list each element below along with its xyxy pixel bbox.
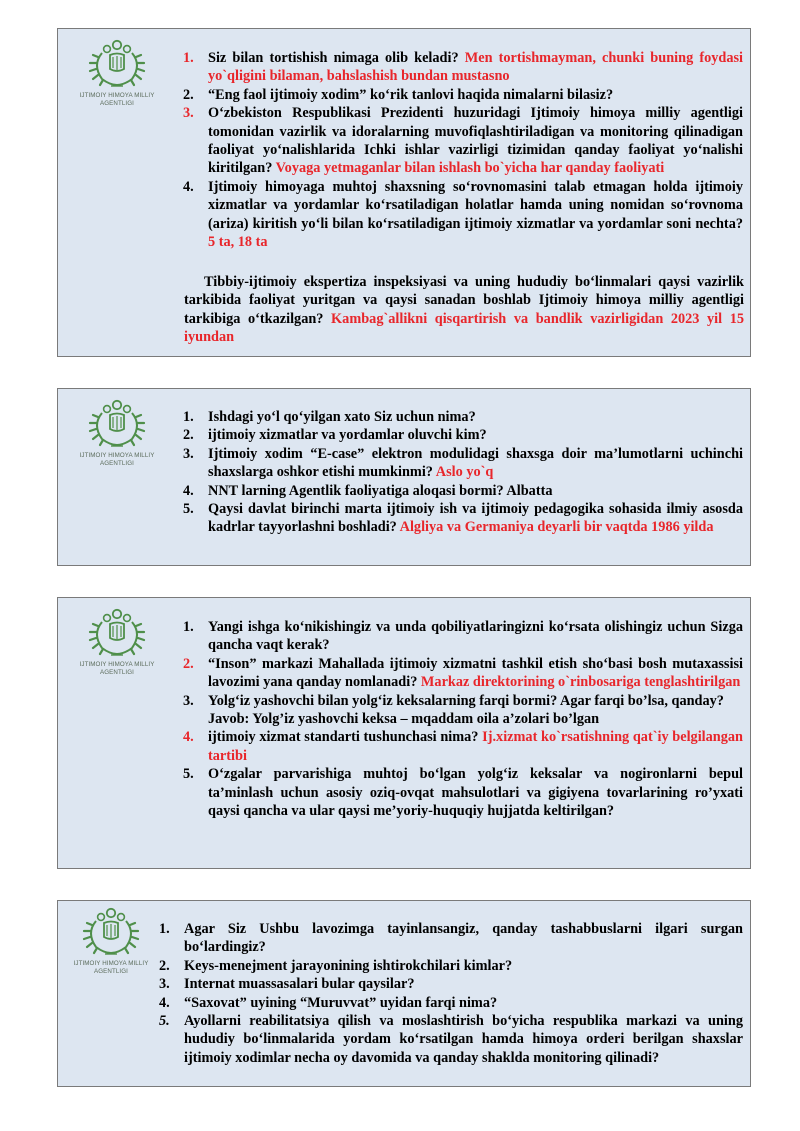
question-list: [183, 618, 743, 820]
question-item: 4. “Saxovat” uyining “Muruvvat” uyidan farqi nima?: [159, 994, 498, 1011]
question-item: 3. O‘zbekiston Respublikasi Prezidenti huzuridagi Ijtimoiy himoya milliy agentligi tomonidan vazirlik va idoralarning muvofiqlashtiriladigan va monitoring qilinadigan faoliyat yo‘nalishlarida Ichki ishlar vazirligi tizimidan qanday faoliyat yo‘nalishi kiritilgan? Voyaga yetmaganlar bilan ishlash bo`yicha har qanday faoliyati: [183, 105, 743, 177]
answer-text: Kambag`allikni qisqartirish va bandlik vazirligidan 2023 yil 15 iyundan: [184, 310, 745, 346]
answer-text: 5 ta, 18 ta: [208, 234, 268, 251]
question-card-1: [57, 28, 751, 357]
logo-text: IJTIMOIY HIMOYA MILLIY AGENTLIGI: [79, 661, 155, 676]
agency-emblem-icon: [74, 903, 148, 959]
agency-emblem-icon: [80, 395, 154, 451]
agency-logo: [66, 35, 168, 108]
question-item: 2. “Eng faol ijtimoiy xodim” ko‘rik tanlovi haqida nimalarni bilasiz?: [183, 86, 614, 103]
question-list: [183, 49, 743, 251]
question-item: 3. Ijtimoiy xodim “E-case” elektron modulidagi shaxsga doir ma’lumotlarni uchinchi shaxslarga oshkor etishi mumkinmi? Aslo yo`q: [183, 445, 743, 481]
agency-logo: [66, 395, 168, 468]
question-item: 2. Keys-menejment jarayonining ishtirokchilari kimlar?: [159, 957, 513, 974]
question-list: [183, 408, 743, 537]
question-item: 5. Qaysi davlat birinchi marta ijtimoiy ish va ijtimoiy pedagogika sohasida ilmiy asosda kadrlar tayyorlashni boshladi? Algliya va Germaniya deyarli bir vaqtda 1986 yilda: [183, 501, 743, 536]
question-item: 4. ijtimoiy xizmat standarti tushunchasi nima? Ij.xizmat ko`rsatishning qat`iy belgilangan tartibi: [183, 729, 743, 764]
question-item: 1. Siz bilan tortishish nimaga olib keladi? Men tortishmayman, chunki buning foydasi yo`qligini bilaman, bahslashish bundan mustasno: [183, 50, 744, 85]
question-item: 1. Agar Siz Ushbu lavozimga tayinlansangiz, qanday tashabbuslarni ilgari surgan bo‘lardingiz?: [159, 921, 743, 956]
question-item: 1. Yangi ishga ko‘nikishingiz va unda qobiliyatlaringizni ko‘rsata olishingiz uchun Sizga qancha vaqt kerak?: [183, 619, 743, 654]
question-card-4: [57, 900, 751, 1087]
logo-text: IJTIMOIY HIMOYA MILLIY AGENTLIGI: [79, 92, 155, 107]
agency-emblem-icon: [80, 35, 154, 91]
agency-logo: [60, 903, 162, 976]
question-card-3: [57, 597, 751, 869]
logo-text: IJTIMOIY HIMOYA MILLIY AGENTLIGI: [73, 960, 149, 975]
question-item: 4. Ijtimoiy himoyaga muhtoj shaxsning so‘rovnomasini talab etmagan holda ijtimoiy xizmatlar va yordamlar ko‘rsatiladigan holatlar hamda uning nomidan so‘rovnoma (ariza) kiritish yo‘li bilan ko‘rsatiladigan ijtimoiy xizmatlar va yordamlar soni nechta? 5 ta, 18 ta: [183, 178, 743, 251]
answer-line: Javob: Yolg’iz yashovchi keksa – mqaddam oila a’zolari bo’lgan: [208, 711, 600, 728]
question-item: 3. Yolg‘iz yashovchi bilan yolg‘iz keksalarning farqi bormi? Agar farqi bo’lsa, qanday?: [183, 692, 724, 709]
answer-text: Men tortishmayman, chunki buning foydasi yo`qligini bilaman, bahslashish bundan mustasno: [208, 50, 744, 85]
agency-emblem-icon: [80, 604, 154, 660]
logo-text: IJTIMOIY HIMOYA MILLIY AGENTLIGI: [79, 452, 155, 467]
answer-text: Algliya va Germaniya deyarli bir vaqtda 1986 yilda: [399, 519, 714, 536]
question-item: 3. Internat muassasalari bular qaysilar?: [159, 976, 415, 993]
question-item: 4. NNT larning Agentlik faoliyatiga aloqasi bormi? Albatta: [183, 482, 553, 499]
answer-text: Voyaga yetmaganlar bilan ishlash bo`yicha har qanday faoliyati: [275, 160, 665, 177]
question-item: 2. “Inson” markazi Mahallada ijtimoiy xizmatni tashkil etish sho‘basi bosh mutaxassisi lavozimi yana qanday nomlanadi? Markaz direktorining o`rinbosariga tenglashtirilgan: [183, 655, 743, 691]
question-item: 5. O‘zgalar parvarishiga muhtoj bo‘lgan yolg‘iz keksalar va nogironlarni bepul ta’minlash uchun asosiy oziq-ovqat mahsulotlari va gigiyena tovarlarining ro’yxati qaysi qancha va ular qaysi me’yoriy-huquqiy hujjatda keltirilgan?: [183, 766, 743, 820]
question-card-2: [57, 388, 751, 566]
answer-text: Ij.xizmat ko`rsatishning qat`iy belgilangan tartibi: [208, 729, 743, 764]
extra-question: Tibbiy-ijtimoiy ekspertiza inspeksiyasi va uning hududiy bo‘linmalari qaysi vazirlik tarkibida faoliyat yuritgan va qaysi sanadan boshlab Ijtimoiy himoya milliy agentligi tarkibiga o‘tkazilgan? Kambag`allikni qisqartirish va bandlik vazirligidan 2023 yil 15 iyundan: [184, 274, 745, 346]
question-item: 1. Ishdagi yo‘l qo‘yilgan xato Siz uchun nima?: [183, 409, 476, 425]
answer-text: Aslo yo`q: [435, 464, 494, 481]
question-item: 5. Ayollarni reabilitatsiya qilish va moslashtirish bo‘yicha respublika markazi va uning hududiy bo‘linmalarida yordam ko‘rsatilgan hamda himoya orderi berilgan shaxslar ijtimoiy xodimlar necha oy davomida va qanday shaklda monitoring qilinadi?: [159, 1013, 743, 1066]
question-list: [159, 920, 743, 1067]
agency-logo: [66, 604, 168, 677]
answer-text: Markaz direktorining o`rinbosariga tenglashtirilgan: [420, 674, 741, 691]
question-item: 2. ijtimoiy xizmatlar va yordamlar oluvchi kim?: [183, 427, 487, 444]
